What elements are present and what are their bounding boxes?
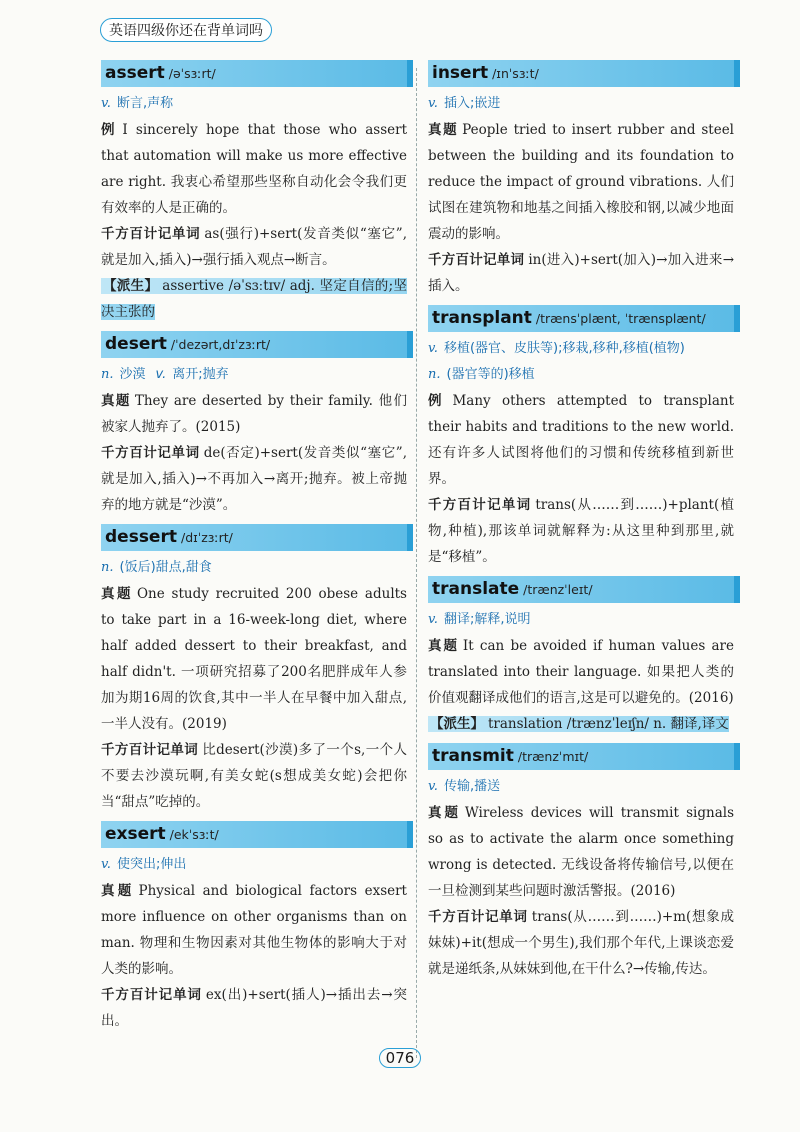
derivative: 【派生】 assertive /əˈsɜːtɪv/ adj. 坚定自信的;坚决主张的 [101, 278, 408, 320]
derivative: 【派生】 translation /trænzˈleɪʃn/ n. 翻译,译文 [430, 716, 729, 732]
headword: assert [105, 63, 165, 83]
entry-assert [101, 60, 407, 325]
right-column [428, 60, 734, 988]
memory-tip: 千方百计记单词 比desert(沙漠)多了一个s,一个人不要去沙漠玩啊,有美女蛇(s想成美女蛇)会把你当“甜点”吃掉的。 [101, 742, 408, 810]
definition: n. 沙漠 v. 离开;抛弃 [101, 367, 229, 382]
example: 真题 They are deserted by their family. 他们被家人抛弃了。(2015) [101, 393, 407, 435]
definition: v. 插入;嵌进 [428, 96, 501, 111]
phonetic: /trænzˈmɪt/ [517, 749, 589, 764]
phonetic: /ˈdezərt,dɪˈzɜːrt/ [170, 337, 271, 352]
entry-head [101, 331, 407, 358]
column-divider [416, 68, 417, 1058]
phonetic: /trænsˈplænt, ˈtrænsplænt/ [535, 311, 706, 326]
definition: v. 传输,播送 [428, 779, 501, 794]
entry-head [428, 743, 734, 770]
entry-exsert [101, 821, 407, 1034]
page-number: 076 [0, 1048, 800, 1068]
headword: transplant [432, 308, 532, 328]
example: 例 Many others attempted to transplant their habits and traditions to the new world. 还有许多人试图将他们的习惯和传统移植到新世界。 [428, 393, 735, 487]
phonetic: /trænzˈleɪt/ [523, 582, 593, 597]
example: 真题 Wireless devices will transmit signals so as to activate the alarm once something wrong is detected. 无线设备将传输信号,以便在一旦检测到某些问题时激活警报。(2016) [428, 805, 735, 899]
memory-tip: 千方百计记单词 ex(出)+sert(插人)→插出去→突出。 [101, 987, 407, 1029]
entry-head [428, 60, 734, 87]
entry-head [101, 60, 407, 87]
phonetic: /ɪnˈsɜːt/ [492, 66, 539, 81]
phonetic: /dɪˈzɜːrt/ [180, 530, 233, 545]
definition: n. (饭后)甜点,甜食 [101, 560, 212, 575]
phonetic: /əˈsɜːrt/ [168, 66, 216, 81]
headword: transmit [432, 746, 514, 766]
headword: desert [105, 334, 167, 354]
entry-dessert [101, 524, 407, 815]
headword: translate [432, 579, 520, 599]
memory-tip: 千方百计记单词 as(强行)+sert(发音类似“塞它”,就是加入,插入)→强行插入观点→断言。 [101, 226, 408, 268]
example: 真题 It can be avoided if human values are translated into their language. 如果把人类的价值观翻译成他们的语言,这是可以避免的。(2016) [428, 638, 734, 706]
definition: v. 使突出;伸出 [101, 857, 187, 872]
memory-tip: 千方百计记单词 trans(从……到……)+plant(植物,种植),那该单词就解释为:从这里种到那里,就是“移植”。 [428, 497, 734, 565]
definition: v. 翻译;解释,说明 [428, 612, 531, 627]
definition: v. 移植(器官、皮肤等);移栽,移种,移植(植物) [428, 341, 685, 356]
definition-noun: n. (器官等的)移植 [428, 367, 535, 382]
page-header-tag: 英语四级你还在背单词吗 [100, 18, 272, 42]
entry-head [428, 576, 734, 603]
headword: insert [432, 63, 489, 83]
entry-transplant [428, 305, 734, 570]
entry-translate [428, 576, 734, 737]
headword: dessert [105, 527, 177, 547]
example: 例 I sincerely hope that those who assert that automation will make us more effective are right. 我衷心希望那些坚称自动化会令我们更有效率的人是正确的。 [101, 122, 407, 216]
memory-tip: 千方百计记单词 de(否定)+sert(发音类似“塞它”,就是加入,插入)→不再加入→离开;抛弃。被上帝抛弃的地方就是“沙漠”。 [101, 445, 408, 513]
example: 真题 People tried to insert rubber and steel between the building and its foundation to reduce the impact of ground vibrations. 人们试图在建筑物和地基之间插入橡胶和钢,以减少地面震动的影响。 [428, 122, 734, 242]
entry-head [101, 524, 407, 551]
memory-tip: 千方百计记单词 trans(从……到……)+m(想象成妹妹)+it(想成一个男生),我们那个年代,上课谈恋爱就是递纸条,从妹妹到他,在干什么?→传输,传达。 [428, 909, 734, 977]
example: 真题 Physical and biological factors exsert more influence on other organisms than on man. 物理和生物因素对其他生物体的影响大于对人类的影响。 [101, 883, 407, 977]
definition: v. 断言,声称 [101, 96, 174, 111]
headword: exsert [105, 824, 166, 844]
entry-desert [101, 331, 407, 518]
entry-insert [428, 60, 734, 299]
memory-tip: 千方百计记单词 in(进入)+sert(加入)→加入进来→插入。 [428, 252, 735, 294]
entry-head [428, 305, 734, 332]
left-column [101, 60, 407, 1040]
phonetic: /ekˈsɜːt/ [169, 827, 219, 842]
example: 真题 One study recruited 200 obese adults to take part in a 16-week-long diet, where half added dessert to their breakfast, and half didn't. 一项研究招募了200名肥胖成年人参加为期16周的饮食,其中一半人在早餐中加入甜点,一半人没有。(2019) [101, 586, 407, 732]
entry-head [101, 821, 407, 848]
entry-transmit [428, 743, 734, 982]
